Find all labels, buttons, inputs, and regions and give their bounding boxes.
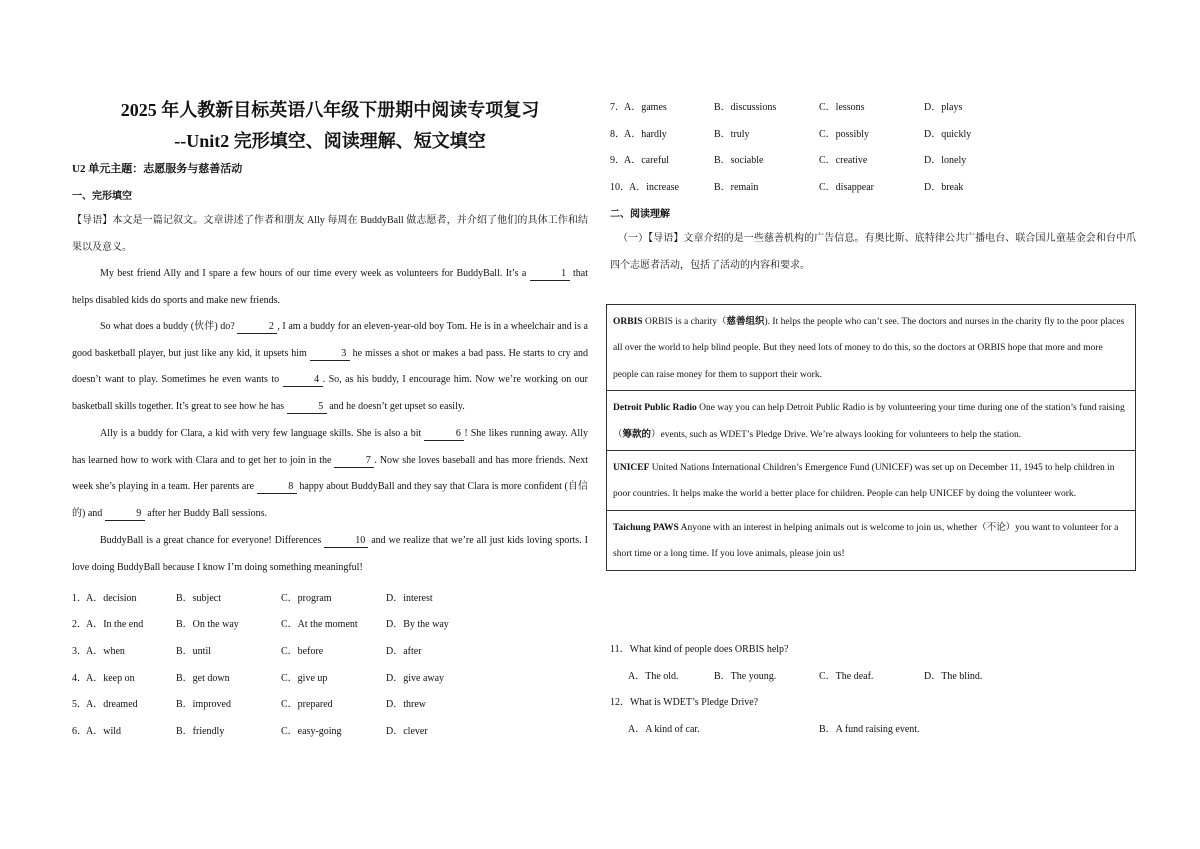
option-7d[interactable]: D．plays bbox=[924, 102, 963, 113]
option-1a[interactable]: A．decision bbox=[86, 593, 137, 604]
option-7b[interactable]: B．discussions bbox=[714, 102, 777, 113]
section1-heading: 一、完形填空 bbox=[72, 191, 132, 202]
section2-heading: 二、阅读理解 bbox=[610, 209, 670, 220]
option-6a[interactable]: A．wild bbox=[86, 726, 121, 737]
option-9a[interactable]: A．careful bbox=[624, 155, 669, 166]
doc-title-line1: 2025 年人教新目标英语八年级下册期中阅读专项复习 bbox=[120, 100, 540, 120]
option-11b[interactable]: B．The young. bbox=[714, 671, 777, 682]
option-8a[interactable]: A．hardly bbox=[624, 129, 667, 140]
option-1b[interactable]: B．subject bbox=[176, 593, 221, 604]
option-10a[interactable]: A．increase bbox=[629, 182, 679, 193]
option-8d[interactable]: D．quickly bbox=[924, 129, 972, 140]
option-3a[interactable]: A．when bbox=[86, 646, 125, 657]
ad-orbis-name: ORBIS bbox=[613, 317, 643, 327]
option-3b[interactable]: B．until bbox=[176, 646, 212, 657]
option-4c[interactable]: C．give up bbox=[281, 673, 328, 684]
option-11d[interactable]: D．The blind. bbox=[924, 671, 983, 682]
option-9c[interactable]: C．creative bbox=[819, 155, 868, 166]
option-10c[interactable]: C．disappear bbox=[819, 182, 874, 193]
blank-8: 8 bbox=[257, 481, 297, 494]
option-7c[interactable]: C．lessons bbox=[819, 102, 865, 113]
option-5c[interactable]: C．prepared bbox=[281, 699, 333, 710]
option-5b[interactable]: B．improved bbox=[176, 699, 231, 710]
blank-1: 1 bbox=[530, 268, 570, 281]
ad-detroit-public-radio: Detroit Public Radio One way you can help Detroit Public Radio is by volunteering your time during one of the station’s fund raising（筹款的）events, such as WDET’s Pledge Drive. We’re always looking for volunteers to help the station. bbox=[607, 391, 1135, 451]
option-2b[interactable]: B．On the way bbox=[176, 619, 239, 630]
question-11-stem: 11．What kind of people does ORBIS help? bbox=[610, 644, 789, 655]
option-2c[interactable]: C．At the moment bbox=[281, 619, 358, 630]
option-1d[interactable]: D．interest bbox=[386, 593, 433, 604]
option-6c[interactable]: C．easy-going bbox=[281, 726, 342, 737]
option-7a[interactable]: A．games bbox=[624, 102, 667, 113]
option-4a[interactable]: A．keep on bbox=[86, 673, 135, 684]
option-9d[interactable]: D．lonely bbox=[924, 155, 967, 166]
blank-7: 7 bbox=[334, 455, 374, 468]
option-9b[interactable]: B．sociable bbox=[714, 155, 764, 166]
passage-paragraph-3: Ally is a buddy for Clara, a kid with very few language skills. She is also a bit 6 ! She likes running away. Ally has learned how to work with Clara and to get her to join in the 7 . Now she loves baseball and has more friends. Next week she’s playing in a team. Her parents are 8 happy about BuddyBall and they say that Clara is more confident (自信的) and 9 after her Buddy Ball sessions. bbox=[72, 428, 589, 519]
ad-detroit-name: Detroit Public Radio bbox=[613, 403, 697, 414]
option-3d[interactable]: D．after bbox=[386, 646, 422, 657]
option-10b[interactable]: B．remain bbox=[714, 182, 759, 193]
option-10d[interactable]: D．break bbox=[924, 182, 964, 193]
blank-3: 3 bbox=[310, 348, 350, 361]
ad-unicef-name: UNICEF bbox=[613, 463, 650, 474]
option-4d[interactable]: D．give away bbox=[386, 673, 445, 684]
question-12-stem: 12．What is WDET’s Pledge Drive? bbox=[610, 697, 759, 708]
section2-guide: （一）【导语】文章介绍的是一些慈善机构的广告信息。有奥比斯、底特律公共广播电台、联合国儿童基金会和台中爪四个志愿者活动，包括了活动的内容和要求。 bbox=[610, 233, 1136, 271]
blank-2: 2 bbox=[237, 321, 277, 334]
option-12a[interactable]: A．A kind of car. bbox=[628, 724, 700, 735]
blank-6: 6 bbox=[424, 428, 464, 441]
ad-taichung-paws: Taichung PAWS Anyone with an interest in helping animals out is welcome to join us, whether（不论）you want to volunteer for a short time or a long time. If you love animals, please join us! bbox=[613, 522, 1119, 560]
blank-10: 10 bbox=[324, 535, 368, 548]
passage-paragraph-2: So what does a buddy (伙伴) do? 2 , I am a buddy for an eleven-year-old boy Tom. He is in a wheelchair and is a good basketball player, but just like any kid, it upsets him 3 he misses a shot or makes a bad pass. He starts to cry and doesn’t want to play. Sometimes he even wants to 4 . So, as his buddy, I encourage him. Now we’re working on our basketball skills together. It’s great to see how he has 5 and he doesn’t get upset so easily. bbox=[72, 321, 589, 412]
unit-theme: U2 单元主题：志愿服务与慈善活动 bbox=[72, 163, 243, 175]
option-5d[interactable]: D．threw bbox=[386, 699, 426, 710]
option-1c[interactable]: C．program bbox=[281, 593, 332, 604]
passage-paragraph-4: BuddyBall is a great chance for everyone! Differences 10 and we realize that we’re all just kids loving sports. I love doing BuddyBall because I know I’m doing something meaningful! bbox=[72, 535, 589, 573]
blank-9: 9 bbox=[105, 508, 145, 521]
ad-paws-name: Taichung PAWS bbox=[613, 522, 679, 533]
option-11a[interactable]: A．The old. bbox=[628, 671, 679, 682]
section1-guide: 【导语】本文是一篇记叙文。文章讲述了作者和朋友 Ally 每周在 BuddyBall 做志愿者，并介绍了他们的具体工作和结果以及意义。 bbox=[72, 215, 588, 253]
option-8b[interactable]: B．truly bbox=[714, 129, 750, 140]
doc-title-line2: --Unit2 完形填空、阅读理解、短文填空 bbox=[174, 131, 486, 151]
option-12b[interactable]: B．A fund raising event. bbox=[819, 724, 920, 735]
option-3c[interactable]: C．before bbox=[281, 646, 324, 657]
option-11c[interactable]: C．The deaf. bbox=[819, 671, 874, 682]
option-5a[interactable]: A．dreamed bbox=[86, 699, 138, 710]
option-6b[interactable]: B．friendly bbox=[176, 726, 225, 737]
passage-paragraph-1: My best friend Ally and I spare a few hours of our time every week as volunteers for BuddyBall. It’s a 1 that helps disabled kids do sports and make new friends. bbox=[72, 268, 589, 306]
option-8c[interactable]: C．possibly bbox=[819, 129, 870, 140]
option-4b[interactable]: B．get down bbox=[176, 673, 230, 684]
blank-5: 5 bbox=[287, 401, 327, 414]
charity-ads-table bbox=[606, 304, 1136, 571]
blank-4: 4 bbox=[283, 374, 323, 387]
option-6d[interactable]: D．clever bbox=[386, 726, 428, 737]
option-2d[interactable]: D．By the way bbox=[386, 619, 449, 630]
ad-unicef: UNICEF United Nations International Children’s Emergence Fund (UNICEF) was set up on December 11, 1945 to help children in poor countries. It helps make the world a better place for children. People can help UNICEF by doing the volunteer work. bbox=[607, 451, 1135, 511]
ad-orbis: ORBIS ORBIS is a charity（慈善组织). It helps the people who can’t see. The doctors and nurses in the charity fly to the poor places all over the world to help blind people. But they need lots of money to do this, so the doctors at ORBIS hope that more and more people can raise money for them to support their work. bbox=[607, 305, 1135, 391]
option-2a[interactable]: A．In the end bbox=[86, 619, 144, 630]
